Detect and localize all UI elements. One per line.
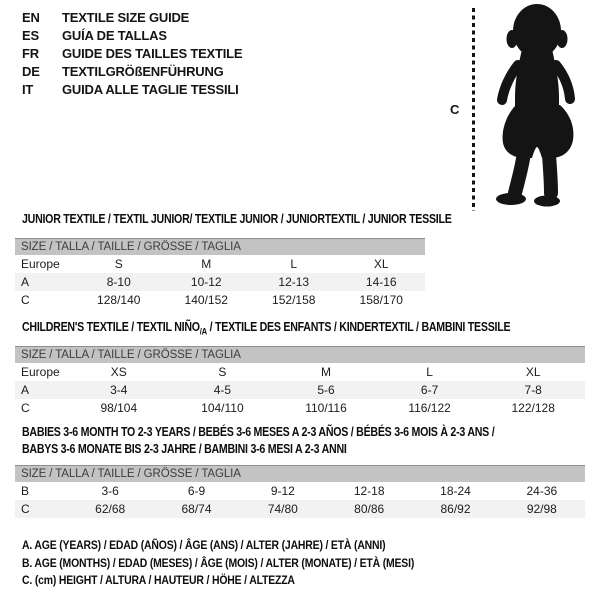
table-row bbox=[15, 500, 585, 518]
table-title bbox=[22, 319, 510, 340]
table-title bbox=[22, 424, 494, 458]
cell-value: 8-10 bbox=[106, 275, 131, 289]
cell-value: XS bbox=[110, 365, 127, 379]
language-row-en bbox=[22, 8, 242, 26]
language-label: GUÍA DE TALLAS bbox=[62, 27, 167, 43]
cell-value: 80/86 bbox=[354, 502, 385, 516]
cell-value: 6-7 bbox=[420, 383, 439, 397]
cell-value: 14-16 bbox=[365, 275, 397, 289]
title-line-2: BABYS 3-6 MONATE BIS 2-3 JAHRE / BAMBINI 3-6 MESI A 2-3 ANNI bbox=[22, 442, 347, 456]
language-code: IT bbox=[22, 81, 34, 97]
cell-value: 7-8 bbox=[524, 383, 542, 397]
title-text: CHILDREN'S TEXTILE / TEXTIL NIÑO bbox=[22, 320, 200, 334]
title-text: / TEXTILE DES ENFANTS / KINDERTEXTIL / BAMBINI TESSILE bbox=[206, 320, 511, 334]
cell-value: 68/74 bbox=[181, 502, 212, 516]
row-label: C bbox=[21, 401, 30, 415]
legend-footnotes bbox=[22, 537, 473, 590]
size-header-bar: SIZE / TALLA / TAILLE / GRÖSSE / TAGLIA bbox=[15, 238, 425, 255]
language-row-fr bbox=[22, 44, 242, 62]
title-subscript: /A bbox=[199, 326, 207, 337]
table-row bbox=[15, 482, 585, 500]
cell-value: L bbox=[426, 365, 433, 379]
table-row bbox=[15, 363, 585, 381]
cell-value: 10-12 bbox=[190, 275, 222, 289]
size-header-bar: SIZE / TALLA / TAILLE / GRÖSSE / TAGLIA bbox=[15, 346, 585, 363]
cell-value: 98/104 bbox=[100, 401, 138, 415]
cell-value: XL bbox=[525, 365, 541, 379]
cell-value: 116/122 bbox=[408, 401, 451, 415]
language-code: FR bbox=[22, 45, 39, 61]
footnote-b: B. AGE (MONTHS) / EDAD (MESES) / ÂGE (MOIS) / ALTER (MONATE) / ETÀ (MESI) bbox=[22, 555, 415, 570]
size-header-bar: SIZE / TALLA / TAILLE / GRÖSSE / TAGLIA bbox=[15, 465, 585, 482]
language-list bbox=[22, 8, 242, 98]
cell-value: S bbox=[114, 257, 123, 271]
footnote-a: A. AGE (YEARS) / EDAD (AÑOS) / ÂGE (ANS) / ALTER (JAHRE) / ETÀ (ANNI) bbox=[22, 538, 386, 552]
table-row bbox=[15, 273, 425, 291]
cell-value: 24-36 bbox=[526, 484, 558, 498]
cell-value: 104/110 bbox=[201, 401, 244, 415]
language-label: TEXTILE SIZE GUIDE bbox=[62, 9, 190, 25]
language-label: GUIDE DES TAILLES TEXTILE bbox=[62, 45, 243, 61]
cell-value: 3-6 bbox=[101, 484, 119, 498]
table-row bbox=[15, 291, 425, 309]
cell-value: S bbox=[218, 365, 227, 379]
cell-value: 92/98 bbox=[526, 502, 557, 516]
cell-value: 4-5 bbox=[213, 383, 232, 397]
cell-value: 74/80 bbox=[267, 502, 298, 516]
cell-value: M bbox=[320, 365, 331, 379]
cell-value: 3-4 bbox=[110, 383, 128, 397]
cell-value: 86/92 bbox=[440, 502, 471, 516]
cell-value: L bbox=[290, 257, 298, 271]
language-label: TEXTILGRÖßENFÜHRUNG bbox=[62, 63, 224, 79]
cell-value: 152/158 bbox=[272, 293, 316, 307]
language-code: EN bbox=[22, 9, 40, 25]
cell-value: 18-24 bbox=[440, 484, 471, 498]
baby-silhouette-icon bbox=[485, 3, 589, 211]
cell-value: 128/140 bbox=[97, 293, 141, 307]
cell-value: 122/128 bbox=[511, 401, 555, 415]
cell-value: 5-6 bbox=[317, 383, 335, 397]
row-label: A bbox=[21, 383, 30, 397]
language-code: ES bbox=[22, 27, 39, 43]
cell-value: XL bbox=[373, 257, 389, 271]
table-row bbox=[15, 381, 585, 399]
footnote-c: C. (cm) HEIGHT / ALTURA / HAUTEUR / HÖHE / ALTEZZA bbox=[22, 573, 295, 587]
language-label: GUIDA ALLE TAGLIE TESSILI bbox=[62, 81, 239, 97]
height-measure-label: C bbox=[450, 102, 460, 117]
title-line-1: BABIES 3-6 MONTH TO 2-3 YEARS / BEBÉS 3-6 MESES A 2-3 AÑOS / BÉBÉS 3-6 MOIS À 2-3 ANS / bbox=[22, 425, 495, 439]
row-label: C bbox=[21, 293, 30, 307]
cell-value: 6-9 bbox=[187, 484, 206, 498]
table-row bbox=[15, 399, 585, 417]
language-row-es bbox=[22, 26, 242, 44]
row-label: A bbox=[21, 275, 30, 289]
cell-value: 12-13 bbox=[278, 275, 310, 289]
table-grid bbox=[15, 482, 585, 518]
height-dashed-line bbox=[472, 8, 475, 211]
cell-value: 110/116 bbox=[305, 401, 347, 415]
cell-value: 62/68 bbox=[95, 502, 126, 516]
row-label: B bbox=[21, 484, 30, 498]
cell-value: 158/170 bbox=[359, 293, 403, 307]
table-title: JUNIOR TEXTILE / TEXTIL JUNIOR/ TEXTILE JUNIOR / JUNIORTEXTIL / JUNIOR TESSILE bbox=[22, 212, 452, 226]
row-label: C bbox=[21, 502, 30, 516]
language-row-it bbox=[22, 80, 242, 98]
table-grid bbox=[15, 363, 585, 417]
language-row-de bbox=[22, 62, 242, 80]
language-code: DE bbox=[22, 63, 40, 79]
cell-value: 9-12 bbox=[270, 484, 295, 498]
table-grid bbox=[15, 255, 425, 309]
row-label: Europe bbox=[21, 365, 60, 379]
cell-value: M bbox=[201, 257, 212, 271]
cell-value: 140/152 bbox=[184, 293, 228, 307]
row-label: Europe bbox=[21, 257, 60, 271]
cell-value: 12-18 bbox=[353, 484, 385, 498]
table-row bbox=[15, 255, 425, 273]
